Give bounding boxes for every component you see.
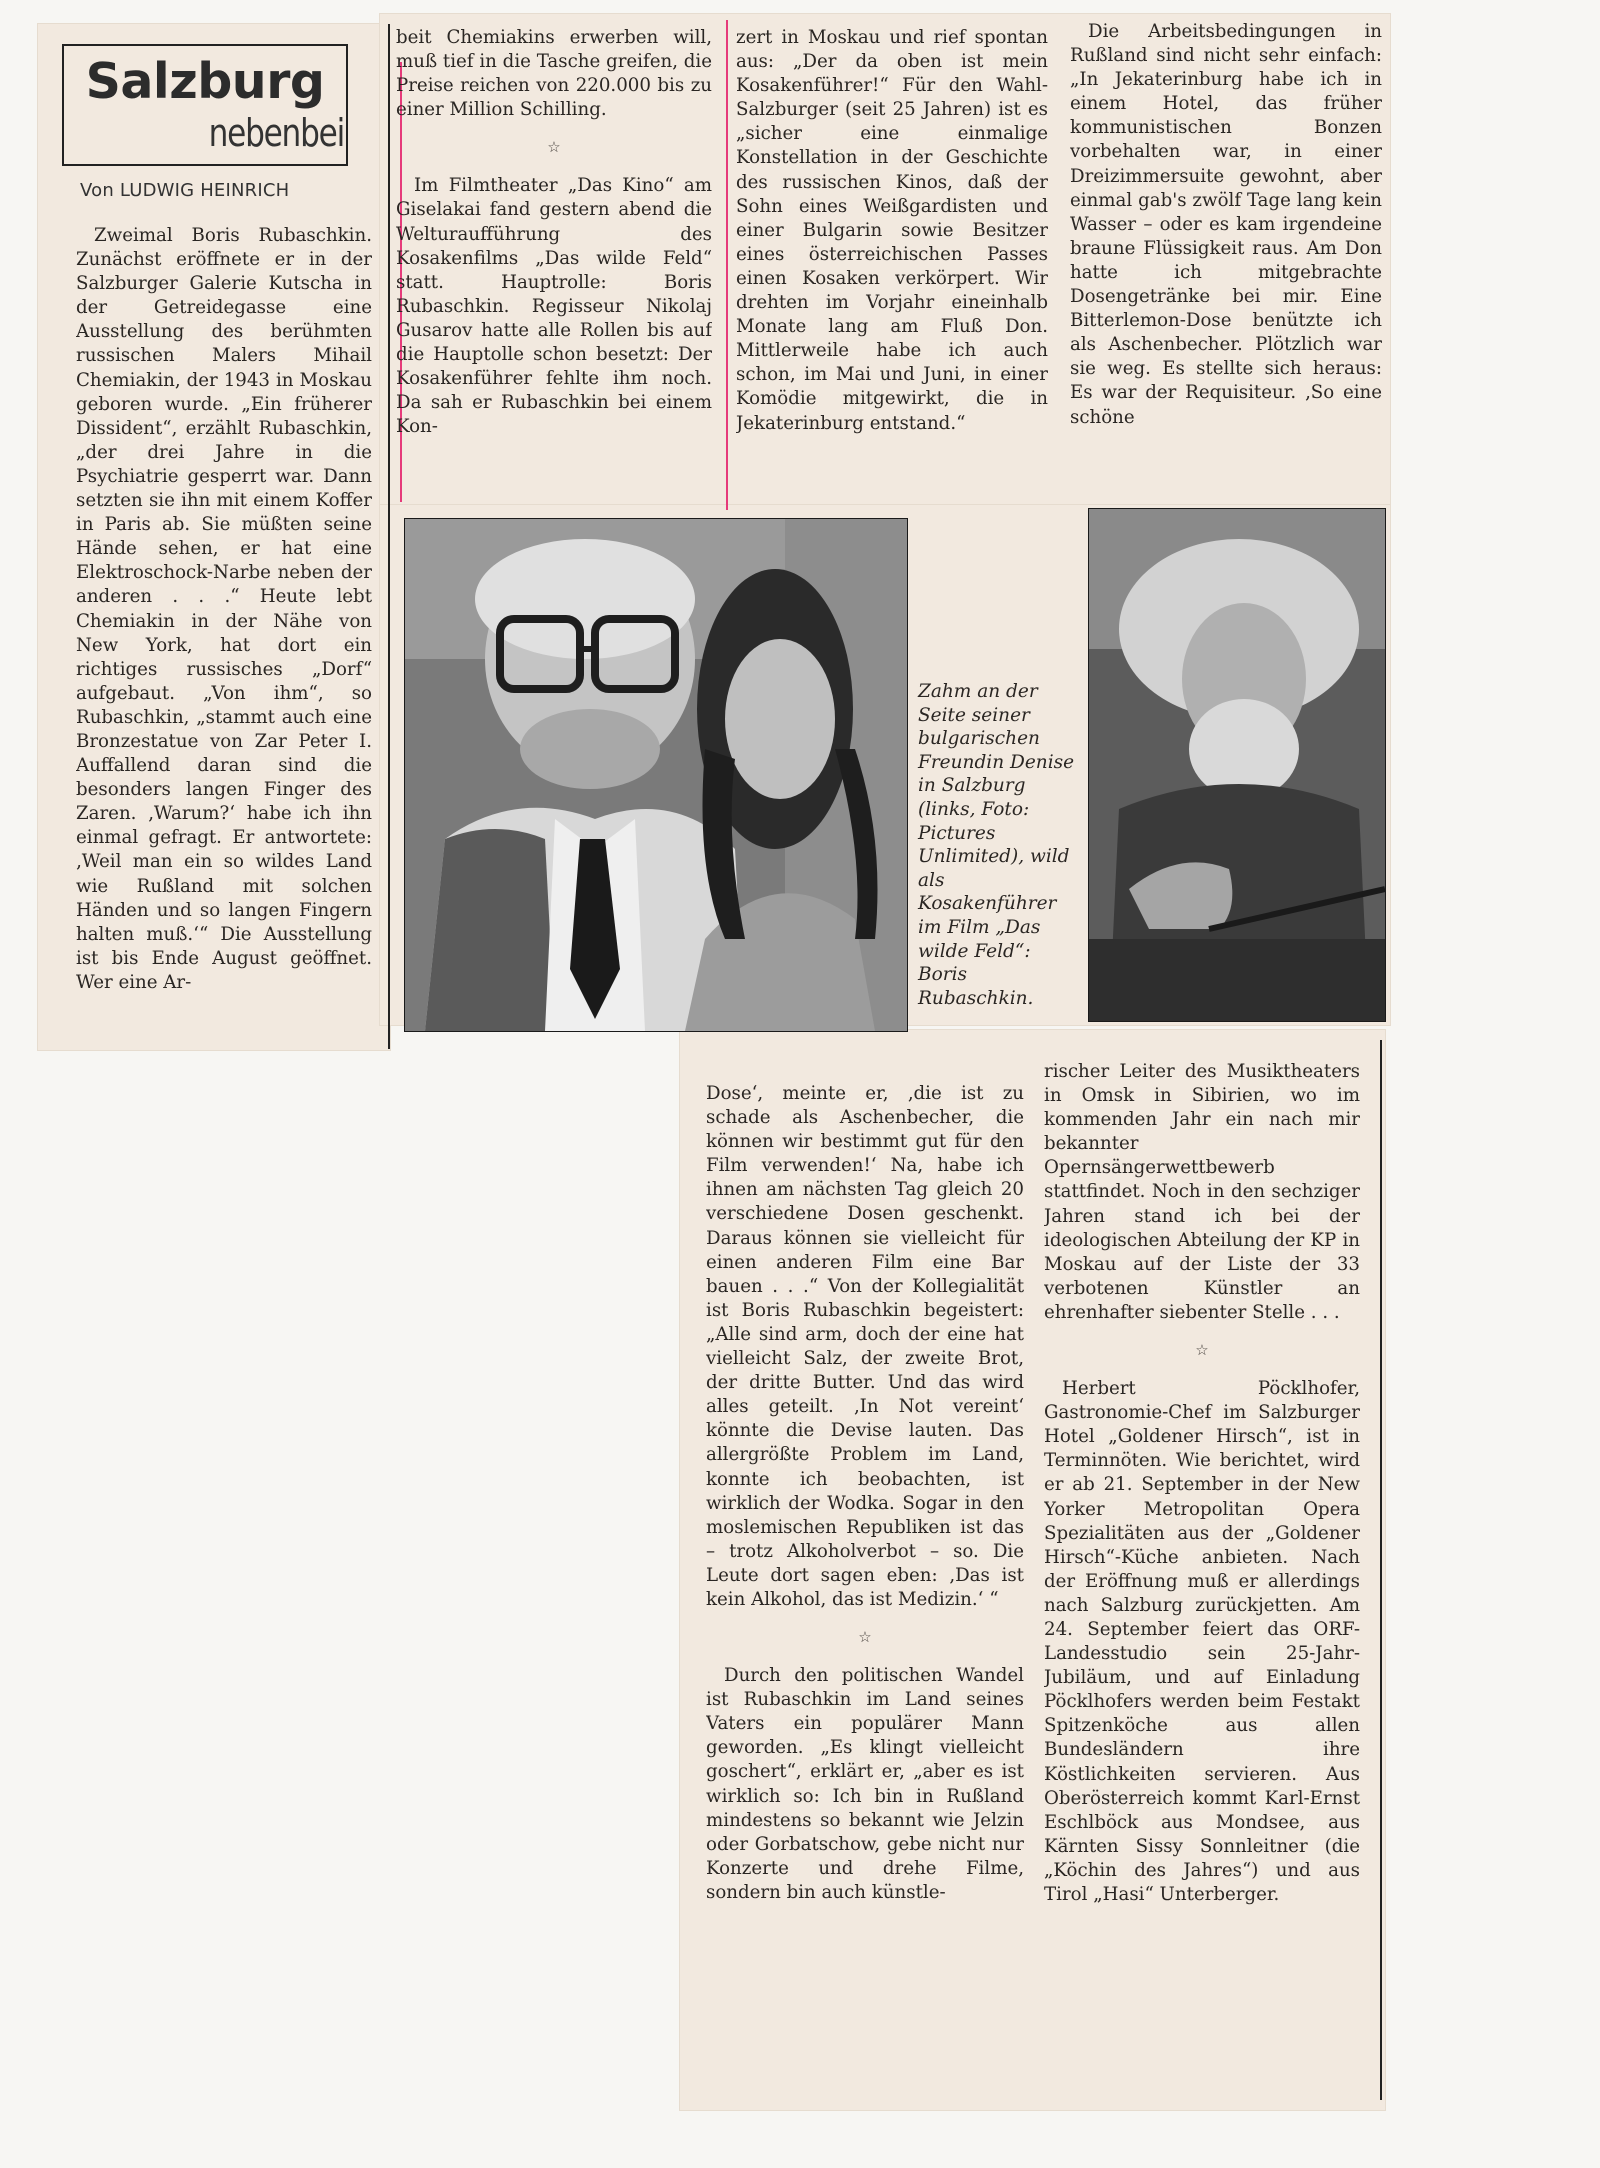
byline: Von LUDWIG HEINRICH: [80, 180, 290, 201]
paragraph: Dose‘, meinte er, ‚die ist zu schade als Aschenbecher, die können wir bestimmt gut für den Film verwenden!‘ Na, habe ich ihnen am nächsten Tag gleich 20 verschiedene Dosen geschenkt. Daraus können sie vielleicht für einen anderen Film eine Bar bauen . . .“ Von der Kollegialität ist Boris Rubaschkin begeistert: „Alle sind arm, doch der eine hat vielleicht Salz, der zweite Brot, der dritte Butter. Und das wird alles geteilt. ‚In Not vereint‘ könnte die Devise lauten. Das allergrößte Problem im Land, konnte ich beobachten, ist wirklich der Wodka. Sogar in den moslemischen Republiken ist das – trotz Alkoholverbot – so. Die Leute dort sagen eben: ‚Das ist kein Alkohol, das ist Medizin.‘ “: [706, 1083, 1024, 1610]
paragraph: Im Filmtheater „Das Kino“ am Giselakai fand gestern abend die Welturaufführung des Kosakenfilms „Das wilde Feld“ statt. Hauptrolle: Boris Rubaschkin. Regisseur Nikolaj Gusarov hatte alle Rollen bis auf die Hauptolle schon besetzt: Der Kosakenführer fehlte ihm noch. Da sah er Rubaschkin bei einem Kon-: [396, 175, 712, 438]
article-column-4: [1070, 20, 1382, 482]
column-rule-pink: [726, 20, 728, 510]
star-separator: ☆: [858, 1628, 872, 1647]
paragraph: Herbert Pöcklhofer, Gastronomie-Chef im Salzburger Hotel „Goldener Hirsch“, ist in Terminnöten. Wie berichtet, wird er ab 21. September in der New Yorker Metropolitan Opera Spezialitäten aus der „Goldener Hirsch“-Küche anbieten. Nach der Eröffnung muß er allerdings nach Salzburg zurückjetten. Am 24. September feiert das ORF-Landesstudio sein 25-Jahr-Jubiläum, und auf Einladung Pöcklhofers werden beim Festakt Spitzenköche aus allen Bundesländern ihre Köstlichkeiten servieren. Aus Oberösterreich kommt Karl-Ernst Eschlböck aus Mondsee, aus Kärnten Sissy Sonnleitner (die „Köchin des Jahres“) und aus Tirol „Hasi“ Unterberger.: [1044, 1378, 1360, 1905]
paragraph: Die Arbeitsbedingungen in Rußland sind nicht sehr einfach: „In Jekaterinburg habe ich in einem Hotel, das früher kommunistischen Bonzen vorbehalten war, in einer Dreizimmersuite gewohnt, aber einmal gab's zwölf Tage lang kein Wasser – oder es kam irgendeine braune Flüssigkeit raus. Am Don hatte ich mitgebrachte Dosengetränke bei mir. Eine Bitterlemon-Dose benützte ich als Aschenbecher. Plötzlich war sie weg. Es stellte sich heraus: Es war der Requisiteur. ‚So eine schöne: [1070, 21, 1382, 428]
paragraph: Durch den politischen Wandel ist Rubaschkin im Land seines Vaters ein populärer Mann geworden. „Es klingt vielleicht goschert“, erklärt er, „aber es ist wirklich so: Ich bin in Rußland mindestens so bekannt wie Jelzin oder Gorbatschow, gebe nicht nur Konzerte und drehe Filme, sondern bin auch künstle-: [706, 1665, 1024, 1903]
article-column-5: [706, 1082, 1024, 2110]
masthead-title: Salzburg: [85, 53, 325, 110]
photo-rubaschkin-as-cossack: [1088, 508, 1386, 1022]
masthead-subtitle: nebenbei: [208, 111, 344, 155]
star-separator: ☆: [547, 138, 561, 157]
column-rule: [388, 24, 390, 1049]
article-column-3: [736, 26, 1048, 506]
paragraph: zert in Moskau und rief spontan aus: „Der da oben ist mein Kosakenführer!“ Für den Wahl-Salzburger (seit 25 Jahren) ist es „sicher eine einmalige Konstellation in der Geschichte des russischen Kinos, daß der Sohn eines Weißgardisten und einer Bulgarin sowie Besitzer eines österreichischen Passes einen Kosaken verkörpert. Wir drehten im Vorjahr eineinhalb Monate lang am Fluß Don. Mittlerweile habe ich auch schon, im Mai und Juni, in einer Komödie mitgewirkt, die in Jekaterinburg entstand.“: [736, 27, 1048, 434]
paragraph: rischer Leiter des Musiktheaters in Omsk in Sibirien, wo im kommenden Jahr ein nach mir bekannter Opernsängerwettbewerb stattfindet. Noch in den sechziger Jahren stand ich bei der ideologischen Abteilung der KP in Moskau auf der Liste der 33 verbotenen Künstler an ehrenhafter siebenter Stelle . . .: [1044, 1061, 1360, 1323]
article-column-6: [1044, 1060, 1360, 2100]
photo-rubaschkin-and-denise: [404, 518, 908, 1032]
article-column-1: [76, 224, 372, 1044]
photo-caption: Zahm an der Seite seiner bulgarischen Freundin Denise in Salzburg (links, Foto: Pictures Unlimited), wild als Kosakenführer im Film „Das wilde Feld“: Boris Rubaschkin.: [918, 681, 1075, 1009]
masthead-box: [62, 44, 348, 166]
paragraph: beit Chemiakins erwerben will, muß tief in die Tasche greifen, die Preise reichen von 220.000 bis zu einer Million Schilling.: [396, 27, 712, 121]
column-rule: [1380, 1040, 1382, 2100]
star-separator: ☆: [1195, 1341, 1209, 1360]
article-column-2: [396, 26, 712, 506]
paragraph: Zweimal Boris Rubaschkin. Zunächst eröffnete er in der Salzburger Galerie Kutscha in der Getreidegasse eine Ausstellung des berühmten russischen Malers Mihail Chemiakin, der 1943 in Moskau geboren wurde. „Ein früherer Dissident“, erzählt Rubaschkin, „der drei Jahre in die Psychiatrie gesperrt war. Dann setzten sie ihn mit einem Koffer in Paris ab. Sie müßten seine Hände sehen, er hat eine Elektroschock-Narbe neben der anderen . . .“ Heute lebt Chemiakin in der Nähe von New York, hat dort ein richtiges russisches „Dorf“ aufgebaut. „Von ihm“, so Rubaschkin, „stammt auch eine Bronzestatue von Zar Peter I. Auffallend daran sind die besonders langen Finger des Zaren. ‚Warum?‘ habe ich ihn einmal gefragt. Er antwortete: ‚Weil man ein so wildes Land wie Rußland mit solchen Händen und so langen Fingern halten muß.‘“ Die Ausstellung ist bis Ende August geöffnet. Wer eine Ar-: [76, 225, 372, 993]
